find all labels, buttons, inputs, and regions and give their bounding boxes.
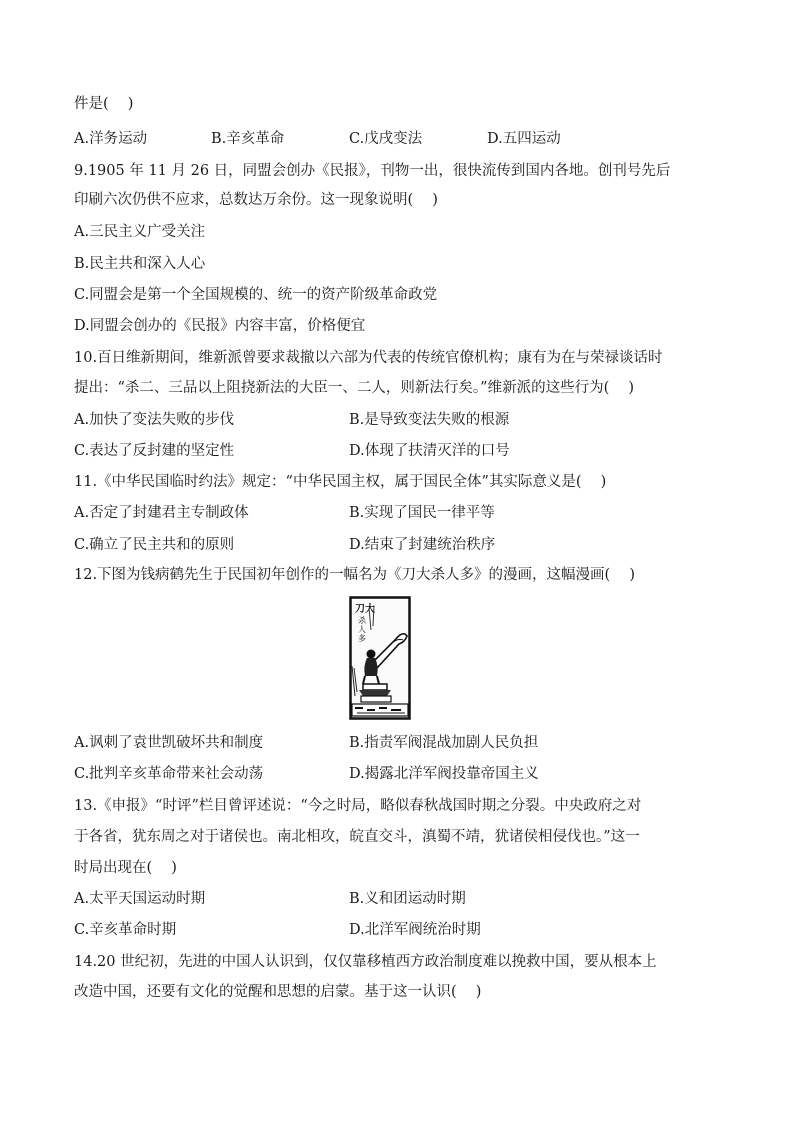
q13-stem-line-1: 13.《申报》“时评”栏目曾评述说：“今之时局，略似春秋战国时期之分裂。中央政府之对 [74,798,642,814]
q10-option-d: D.体现了扶清灭洋的口号 [349,443,510,459]
q13-option-b: B.义和团运动时期 [349,891,466,907]
q10-option-a: A.加快了变法失败的步伐 [74,412,235,428]
q8-option-d: D.五四运动 [487,131,561,147]
q8-option-a: A.洋务运动 [74,131,148,147]
comic-title-calligraphy-4: 多 [358,634,366,643]
comic-image [349,596,411,720]
q9-option-a: A.三民主义广受关注 [74,224,206,240]
q13-option-a: A.太平天国运动时期 [74,891,206,907]
q13-stem-line-3: 时局出现在( ) [74,860,177,876]
q11-option-a: A.否定了封建君主专制政体 [74,505,249,521]
q14-stem-line-2: 改造中国，还要有文化的觉醒和思想的启蒙。基于这一认识( ) [74,984,482,1000]
q11-stem: 11.《中华民国临时约法》规定：“中华民国主权，属于国民全体”其实际意义是( ) [74,474,607,490]
q14-stem-line-1: 14.20 世纪初，先进的中国人认识到，仅仅靠移植西方政治制度难以挽救中国，要从根本上 [74,954,657,970]
q12-option-c: C.批判辛亥革命带来社会动荡 [74,766,264,782]
q12-stem: 12.下图为钱病鹤先生于民国初年创作的一幅名为《刀大杀人多》的漫画，这幅漫画( ) [74,567,635,583]
q12-option-d: D.揭露北洋军阀投靠帝国主义 [349,766,539,782]
q11-option-b: B.实现了国民一律平等 [349,505,495,521]
comic-title-calligraphy-2: 杀 [358,616,366,625]
q10-stem-line-1: 10.百日维新期间，维新派曾要求裁撤以六部为代表的传统官僚机构；康有为在与荣禄谈话时 [74,350,663,366]
q9-option-d: D.同盟会创办的《民报》内容丰富，价格便宜 [74,318,366,334]
q8-option-c: C.戊戌变法 [349,131,423,147]
q10-stem-line-2: 提出：“杀二、三品以上阻挠新法的大臣一、二人，则新法行矣。”维新派的这些行为( ) [74,380,634,396]
q9-stem-line-1: 9.1905 年 11 月 26 日，同盟会创办《民报》，刊物一出，很快流传到国内各地。创刊号先后 [74,163,671,179]
q9-option-b: B.民主共和深入人心 [74,256,206,272]
q10-option-b: B.是导致变法失败的根源 [349,412,510,428]
q8-option-b: B.辛亥革命 [211,131,285,147]
comic-title-calligraphy-3: 人 [358,625,366,634]
q13-option-d: D.北洋军阀统治时期 [349,922,481,938]
q13-stem-line-2: 于各省，犹东周之对于诸侯也。南北相攻，皖直交斗，滇蜀不靖，犹诸侯相侵伐也。”这一 [74,829,640,845]
q9-stem-line-2: 印刷六次仍供不应求，总数达万余份。这一现象说明( ) [74,192,438,208]
q12-option-a: A.讽刺了袁世凯破坏共和制度 [74,735,264,751]
q12-option-b: B.指责军阀混战加剧人民负担 [349,735,539,751]
q13-option-c: C.辛亥革命时期 [74,922,177,938]
q10-option-c: C.表达了反封建的坚定性 [74,443,235,459]
q8-stem-tail: 件是( ) [74,96,134,112]
q9-option-c: C.同盟会是第一个全国规模的、统一的资产阶级革命政党 [74,287,438,303]
comic-title-calligraphy: 刀大 [355,604,375,615]
q11-option-c: C.确立了民主共和的原则 [74,537,235,553]
q11-option-d: D.结束了封建统治秩序 [349,537,496,553]
